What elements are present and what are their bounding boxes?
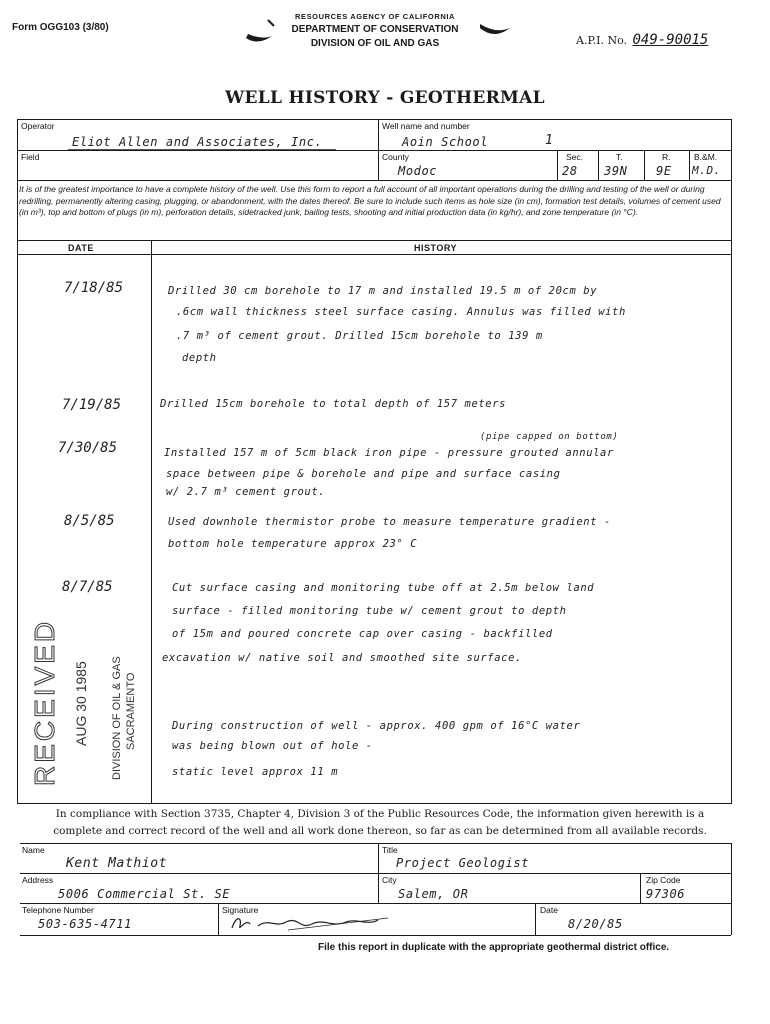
- api-value: 049-90015: [632, 32, 709, 48]
- form-number: Form OGG103 (3/80): [12, 22, 109, 33]
- stamp-division-text: DIVISION OF OIL & GAS: [111, 656, 123, 780]
- t-value: 39N: [604, 164, 628, 178]
- r-value: 9E: [656, 164, 672, 178]
- seal-left-swoosh-icon: [244, 16, 284, 46]
- received-stamp: [24, 600, 154, 790]
- address-value: 5006 Commercial St. SE: [58, 887, 231, 901]
- api-label: A.P.I. No.: [576, 34, 627, 47]
- sec-value: 28: [562, 164, 578, 178]
- footer-note: File this report in duplicate with the appropriate geothermal district office.: [318, 942, 670, 953]
- zip-value: 97306: [646, 887, 686, 901]
- history-line: Cut surface casing and monitoring tube off at 2.5m below land: [172, 582, 595, 594]
- bm-label: B.&M.: [694, 152, 718, 162]
- name-value: Kent Mathiot: [66, 856, 168, 871]
- history-line: Used downhole thermistor probe to measure temperature gradient -: [168, 516, 611, 528]
- well-number-value: 1: [545, 133, 554, 148]
- history-line: bottom hole temperature approx 23° C: [168, 538, 418, 550]
- well-name-label: Well name and number: [382, 121, 470, 131]
- history-line: .6cm wall thickness steel surface casing. Annulus was filled with: [176, 306, 626, 318]
- stamp-date-text: AUG 30 1985: [73, 661, 89, 746]
- entry-date: 8/5/85: [64, 513, 115, 529]
- field-label: Field: [21, 152, 40, 162]
- city-label: City: [382, 875, 397, 885]
- stamp-city-text: SACRAMENTO: [125, 672, 137, 750]
- signature-label: Signature: [222, 905, 259, 915]
- r-label: R.: [662, 152, 671, 162]
- history-line: During construction of well - approx. 400 gpm of 16°C water: [172, 720, 581, 732]
- entry-date: 7/19/85: [62, 397, 122, 413]
- seal-right-swoosh-icon: [478, 22, 514, 46]
- address-label: Address: [22, 875, 54, 885]
- division-name: DIVISION OF OIL AND GAS: [310, 38, 440, 49]
- zip-label: Zip Code: [646, 875, 681, 885]
- instructions: It is of the greatest importance to have a complete history of the well. Use this form to report a full account of all important operations during the drilling and testing of the well or during redrilling, permanently altering casing, plugging, or abandonment, with the dates thereof. Be sure to include such items as hole size (in cm), formation test details, volumes of cement used (in m³), top and bottom of plugs (in m), perforation details, sidetracked junk, bailing tests, shooting and initial production data (in kg/hr), and zone temperature (in °C).: [19, 184, 721, 217]
- history-line: was being blown out of hole -: [172, 740, 373, 752]
- bm-value: M.D.: [692, 164, 721, 177]
- history-line: w/ 2.7 m³ cement grout.: [166, 486, 326, 498]
- name-label: Name: [22, 845, 45, 855]
- operator-value: Eliot Allen and Associates, Inc.: [72, 135, 323, 149]
- title-value: Project Geologist: [396, 856, 530, 870]
- city-value: Salem, OR: [398, 887, 469, 901]
- history-line: excavation w/ native soil and smoothed site surface.: [162, 652, 522, 664]
- compliance-statement: In compliance with Section 3735, Chapter 4, Division 3 of the Public Resources Code, the information given herewith is a complete and correct record of the well and all work done thereon, so far as can be determined from all available records.: [53, 808, 707, 837]
- history-line: Drilled 30 cm borehole to 17 m and installed 19.5 m of 20cm by: [168, 285, 598, 297]
- history-line: .7 m³ of cement grout. Drilled 15cm borehole to 139 m: [176, 330, 543, 342]
- history-line: static level approx 11 m: [172, 766, 339, 778]
- county-label: County: [382, 152, 409, 162]
- t-label: T.: [616, 152, 623, 162]
- agency-name: RESOURCES AGENCY OF CALIFORNIA: [294, 12, 456, 21]
- history-line: of 15m and poured concrete cap over casing - backfilled: [172, 628, 553, 640]
- department-name: DEPARTMENT OF CONSERVATION: [291, 24, 459, 35]
- well-name-value: Aoin School: [402, 135, 489, 149]
- entry-date: 8/7/85: [62, 579, 113, 595]
- page-title: WELL HISTORY - GEOTHERMAL: [225, 88, 545, 108]
- county-value: Modoc: [398, 164, 438, 178]
- received-stamp-graphic: [24, 600, 154, 790]
- history-line: depth: [182, 352, 217, 364]
- date-value: 8/20/85: [568, 917, 623, 931]
- entry-date: 7/18/85: [64, 280, 124, 296]
- phone-label: Telephone Number: [22, 905, 94, 915]
- api-number: [576, 32, 708, 48]
- stamp-received-text: RECEIVED: [29, 618, 60, 786]
- phone-value: 503-635-4711: [38, 917, 132, 931]
- operator-label: Operator: [21, 121, 55, 131]
- title-label: Title: [382, 845, 398, 855]
- date-column-header: DATE: [68, 243, 94, 253]
- history-line: Installed 157 m of 5cm black iron pipe - pressure grouted annular: [164, 447, 614, 459]
- history-column-header: HISTORY: [414, 243, 458, 253]
- history-note: (pipe capped on bottom): [480, 432, 619, 442]
- date-label: Date: [540, 905, 558, 915]
- sec-label: Sec.: [566, 152, 584, 162]
- signature-scrawl-icon: [228, 912, 398, 936]
- history-line: surface - filled monitoring tube w/ cement grout to depth: [172, 605, 567, 617]
- history-line: Drilled 15cm borehole to total depth of 157 meters: [160, 398, 507, 410]
- entry-date: 7/30/85: [58, 440, 118, 456]
- history-line: space between pipe & borehole and pipe and surface casing: [166, 468, 561, 480]
